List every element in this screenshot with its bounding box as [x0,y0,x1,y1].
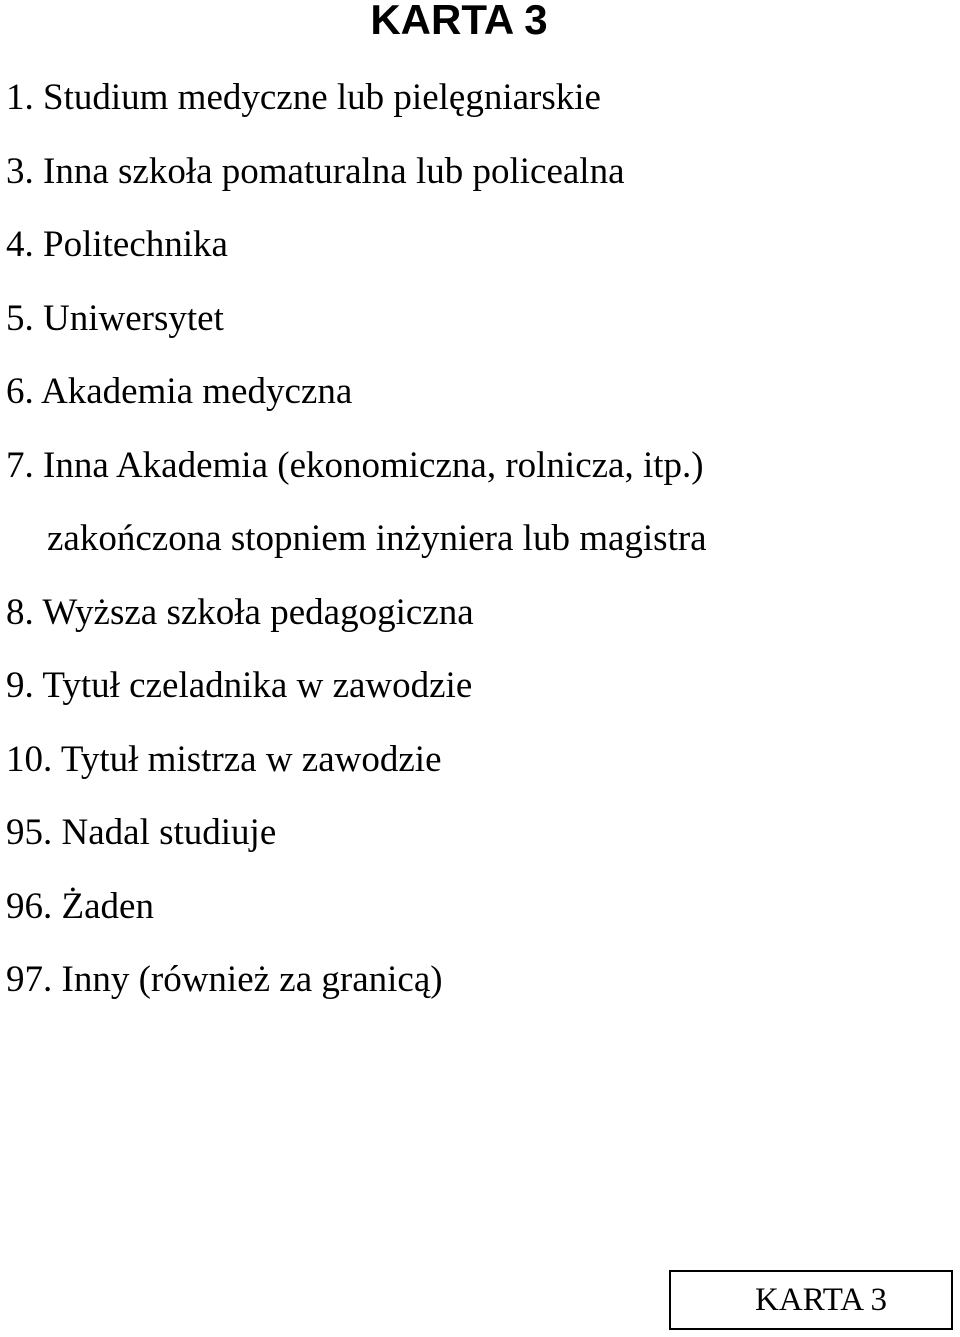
list-item [6,297,707,371]
item-text: Uniwersytet [43,297,224,339]
item-code: 4. [6,224,34,265]
item-text: Inny (również za granicą) [61,959,443,1000]
item-text: Tytuł mistrza w zawodzie [60,738,442,780]
item-code: 3. [6,150,34,192]
list-item [6,738,707,812]
list-item [6,591,707,665]
item-code: 97. [6,959,53,1000]
card-label: KARTA 3 [755,1281,887,1318]
item-continuation: zakończona stopniem inżyniera lub magistra [47,518,707,559]
card-label-box [669,1270,953,1330]
item-text: Nadal studiuje [61,812,277,853]
item-text: Politechnika [43,224,228,265]
list-item [6,76,707,150]
item-text: Tytuł czeladnika w zawodzie [42,665,473,706]
item-text: Studium medyczne lub pielęgniarskie [43,77,601,118]
item-code: 5. [6,297,34,339]
list-item [6,223,707,297]
item-code: 6. [6,371,34,412]
list-item [6,811,707,885]
item-code: 1. [6,77,34,118]
page-title: KARTA 3 [370,0,548,43]
item-code: 8. [6,591,34,633]
list-item [6,150,707,224]
item-code: 7. [6,444,34,486]
list-item [6,958,707,1032]
item-text: Inna Akademia (ekonomiczna, rolnicza, itp.) [43,444,704,486]
education-options-list [6,76,707,1032]
item-text: Akademia medyczna [40,371,353,412]
list-item [6,885,707,959]
item-code: 9. [6,665,34,706]
item-code: 10. [6,738,53,780]
item-text: Wyższa szkoła pedagogiczna [42,591,474,633]
item-text: Inna szkoła pomaturalna lub policealna [43,150,625,192]
item-code: 95. [6,812,53,853]
list-item [6,664,707,738]
list-item [6,444,707,591]
item-text: Żaden [61,885,154,927]
list-item [6,370,707,444]
item-code: 96. [6,885,53,927]
